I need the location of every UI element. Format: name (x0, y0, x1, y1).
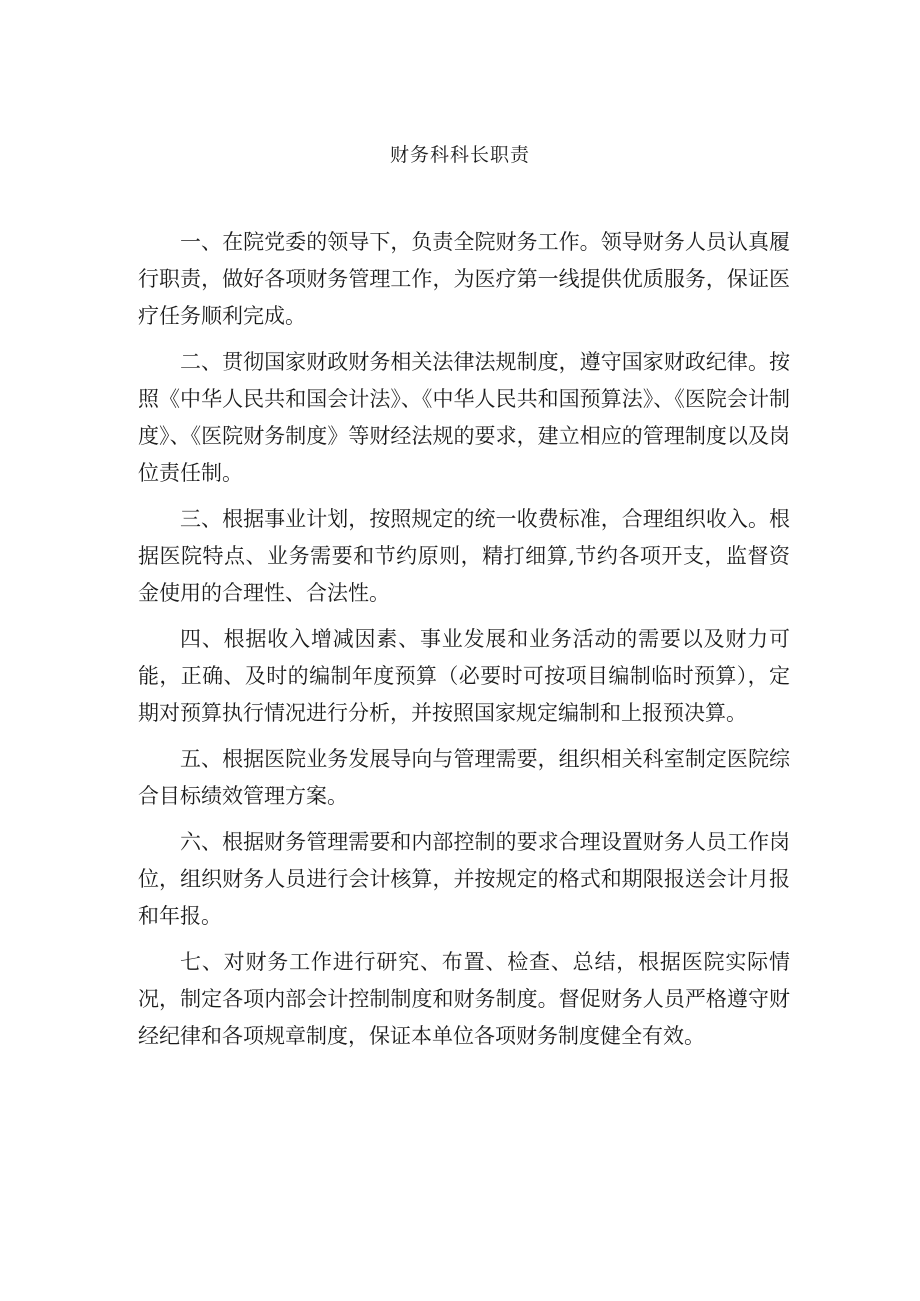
paragraph-3: 三、根据事业计划，按照规定的统一收费标准，合理组织收入。根据医院特点、业务需要和节约原则，精打细算,节约各项开支，监督资金使用的合理性、合法性。 (138, 507, 790, 605)
paragraph-4: 四、根据收入增减因素、事业发展和业务活动的需要以及财力可能，正确、及时的编制年度预算（必要时可按项目编制临时预算），定期对预算执行情况进行分析，并按照国家规定编制和上报预决算。 (138, 627, 790, 725)
paragraph-2: 二、贯彻国家财政财务相关法律法规制度，遵守国家财政纪律。按照《中华人民共和国会计法》、《中华人民共和国预算法》、《医院会计制度》、《医院财务制度》等财经法规的要求，建立相应的管理制度以及岗位责任制。 (138, 350, 790, 485)
document-title: 财务科科长职责 (389, 144, 530, 166)
paragraph-1: 一、在院党委的领导下，负责全院财务工作。领导财务人员认真履行职责，做好各项财务管理工作，为医疗第一线提供优质服务，保证医疗任务顺利完成。 (138, 230, 790, 328)
paragraph-7: 七、对财务工作进行研究、布置、检查、总结，根据医院实际情况，制定各项内部会计控制制度和财务制度。督促财务人员严格遵守财经纪律和各项规章制度，保证本单位各项财务制度健全有效。 (138, 950, 790, 1048)
paragraph-5: 五、根据医院业务发展导向与管理需要，组织相关科室制定医院综合目标绩效管理方案。 (138, 747, 790, 808)
paragraph-6: 六、根据财务管理需要和内部控制的要求合理设置财务人员工作岗位，组织财务人员进行会计核算，并按规定的格式和期限报送会计月报和年报。 (138, 830, 790, 928)
document-body (138, 224, 790, 1064)
